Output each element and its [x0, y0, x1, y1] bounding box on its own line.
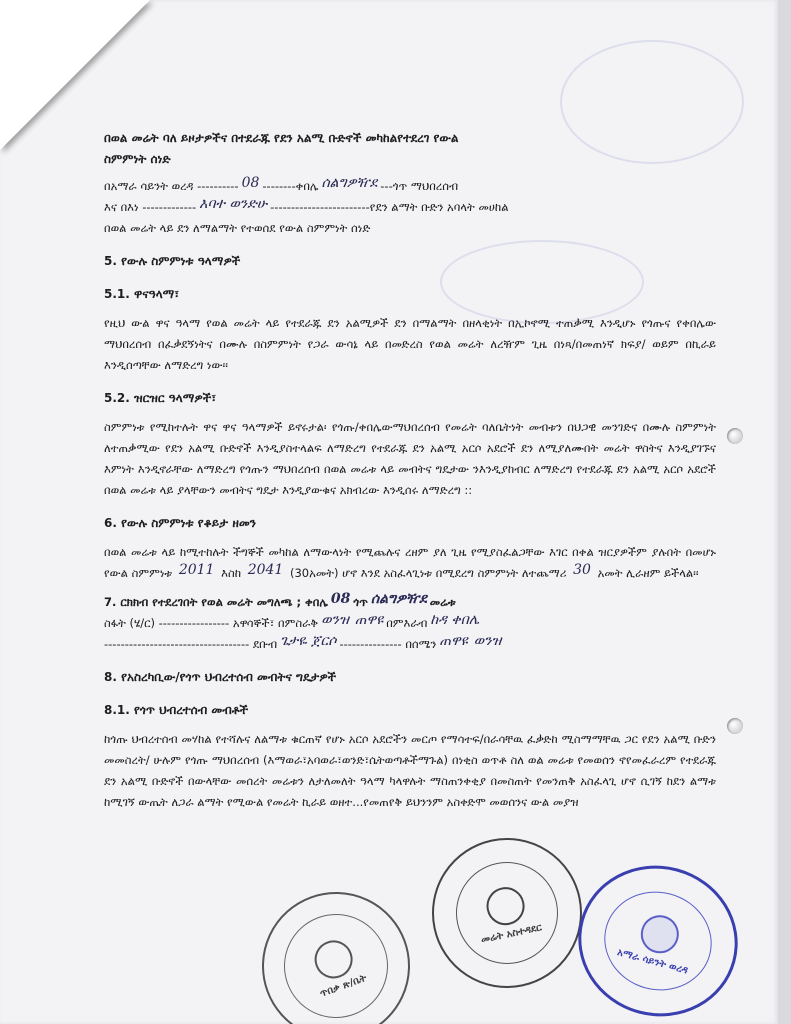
handwritten-kebele: 08: [241, 175, 260, 191]
punch-hole: [727, 718, 743, 734]
handwritten-start-year: 2011: [178, 562, 215, 578]
stamp-middle: መሬት አስተዳደር: [418, 824, 596, 1002]
section-5-1-heading: 5.1. ዋናዓላማ፣: [104, 287, 180, 301]
section-8-1-heading: 8.1. የጎጥ ህብረተሰብ መብቶች: [104, 703, 249, 717]
section-6-heading: 6. የውሉ ስምምነቱ የቆይታ ዘመን: [104, 516, 256, 530]
section-7-line-2: ስፋት (ሄ/ር) ----------------- አዋሳኞች፣ በምስራቅ ወንዝ ጠዋዩ በምእራብ ከዳ ቀበሌ: [104, 612, 480, 630]
section-8-heading: 8. የአስረካቢው/የጎጥ ህብረተሰብ መብትና ግዴታዎች: [104, 670, 337, 684]
punch-hole: [727, 428, 743, 444]
section-6-paragraph: በወል መሬቱ ላይ ከሚተከሉት ችግኞች መካከል ለማውላነት የሚጨሉና ረዘም ያለ ጊዜ የሚያስፈልጋቸው እገር በቀል ዝርያዎችም ያሉበት በመሆኑ የውል ስምምነቱ 2011 እስከ 2041 (30አመት) ሆኖ እንደ አስፈላጊነቱ በሚደረግ ስምምነት ለተጨማሪ 30 አመት ሊራዘም ይችላል፡፡: [104, 545, 716, 580]
stamp-right-blue: አማራ ሳይንት ወረዳ: [561, 848, 754, 1024]
handwritten-end-year: 2041: [247, 562, 284, 578]
document-title: በወል መሬት ባለ ይዞታዎችና በተደራጁ የደን አልሚ ቡድኖች መካከልየተደረገ የውል ስምምነት ሰነድ: [104, 131, 459, 166]
section-7: [104, 592, 716, 655]
section-8-1-paragraph: ከጎጡ ህብረተሰብ መሃከል የተሻሉና ለልማቱ ቁርጠኛ የሆኑ አርሶ አደሮችን መርጦ የማሳተፍ/በራሳቸዉ ፈቃድከ ሚስማማቸዉ ጋር የደን አልሚ ቡድን መመስረት/ ሁሉም የጎጡ ማህበረሰብ (እማወራ፣አባወራ፣ወንድ፣ሴትወጣቶችማጉል) በነቂስ ወጥቶ ስለ ወል መሬቱ የመወሰን ኖየመፈራረም የተደራጁ ደን አልሚ ቡድኖች በውላቸው መሰረት መሬቱን ለታለመለት ዓላማ ካላዋሉት ማስጠንቀቂያ በመስጠት የመንጠቅ አስፈላጊ ሆኖ ሲገኝ ከደን ልማቱ ከሚገኝ ውጤት ለጋራ ልማት የሚውል የመሬት ኪራይ ወዘተ...የመጠየቅ ይህንንም አስቀድሞ መወሰንና ውል መያዝ: [104, 732, 716, 809]
section-5-1-paragraph: የዚህ ውል ዋና ዓላማ የወል መሬት ላይ የተደራጁ ደን አልሚዎች ደን በማልማት በዘላቂነት በኢኮኖሚ ተጠቃሚ እንዲሆኑ የጎጡና የቀበሌው ማህበረሰብ በፈቃደኝነትና በሙሉ በስምምነት የጋራ ውሳኔ ላይ በመድረስ የወል መሬት ለረዥም ጊዜ በነጻ/በመጠነኛ ክፍያ/ ወይም በኪራይ እንዲሰጣቸው ለማድረግ ነው፡፡: [104, 316, 716, 372]
section-5-2-heading: 5.2. ዝርዝር ዓላማዎች፣: [104, 391, 217, 405]
stamp-left: ጥበቃ ጽ/ቤት: [241, 871, 431, 1024]
intro-line-3: በወል መሬት ላይ ደን ለማልማት የተወሰደ የውል ስምምነት ሰነድ: [104, 221, 371, 235]
section-7-line-1: 7. ርክክብ የተደረገበት የወል መሬት መግለጫ ; ቀበሌ 08 ጎጥ ሰልግዎዥደ መሬቱ: [104, 591, 456, 609]
intro-line-2: እና በእነ ------------- እባተ ወንድሁ ------------------------የደን ልማት ቡድን አባላት መሀከል: [104, 196, 509, 214]
document-body: [104, 128, 716, 813]
intro-line-1: በአማራ ሳይንት ወረዳ ---------- 08 --------ቀበሌ ሰልግዎዥደ ---ጎጥ ማህበረሰብ: [104, 175, 459, 193]
handwritten-extension-years: 30: [573, 562, 591, 578]
handwritten-got: ሰልግዎዥደ: [321, 175, 378, 191]
section-5-heading: 5. የውሉ ስምምነቱ ዓላማዎች: [104, 254, 241, 268]
handwritten-group-leader: እባተ ወንድሁ: [199, 196, 268, 212]
section-5-2-paragraph: ስምምነቱ የሚከተሉት ዋና ዋና ዓላማዎች ይኖሩታል፡ የጎጡ/ቀበሌውማህበረሰብ የመሬት ባለቤትነት መብቱን በህጋዊ መንገድና በሙሉ ስምምነት ለተጠቃሚው የደን አልሚ ቡድኖች እንዲያስተላልፍ ለማድረግ የተደራጁ ደን አልሚ አርሶ አደሮች ደን ለሚያለሙበት መሬት ዋስትና እንዲያገኙና እምነት እንዲኖራቸው ለማድረግ የጎጡን ማህበረሰብ በወል መሬቱ ላይ መብትና ግዴታው ንእንዲያከብር ለማድረግ የተደራጁ ደን አልሚ አርሶ አደሮች በወል መሬቱ ላይ ያላቸውን መብትና ግዴታ እንዲያውቁና አክብረው እንዲሰሩ ለማድረግ ::: [104, 420, 716, 497]
section-7-line-3: ----------------------------------- ደቡብ ጌታዬ ጀርሶ --------------- በሰሜን ጠዋዩ ወንዝ: [104, 633, 502, 651]
